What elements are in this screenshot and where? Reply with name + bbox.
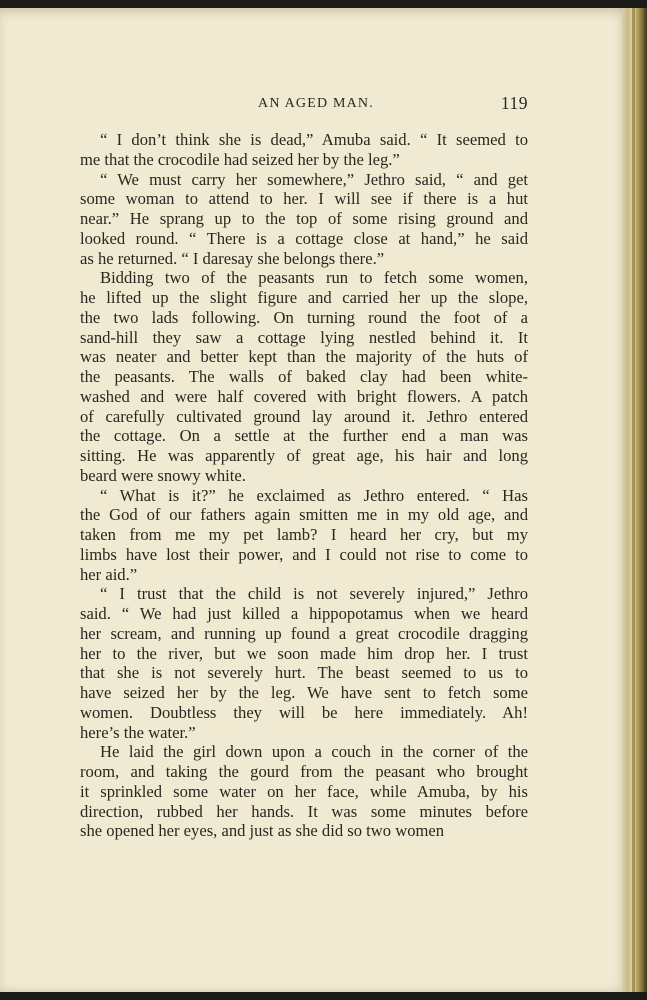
text-line: beard were snowy white.: [80, 465, 246, 485]
paragraph: [80, 742, 528, 841]
page-stack-edge: [632, 8, 635, 992]
paragraph: [80, 268, 528, 485]
paragraph: [80, 130, 528, 170]
text-line: “ I don’t think she is dead,” Amuba said. “ It seemed to: [100, 130, 528, 149]
text-line: as he returned. “ I daresay she belongs there.”: [80, 248, 385, 268]
text-line: the God of our fathers again smitten me in my old age, and: [80, 505, 528, 525]
text-line: me that the crocodile had seized her by the leg.”: [80, 149, 400, 169]
text-line: “ What is it?” he exclaimed as Jethro entered. “ Has: [100, 485, 528, 505]
paragraph: [80, 486, 528, 585]
body-text: [80, 130, 528, 841]
text-line: it sprinkled some water on her face, while Amuba, by his: [80, 781, 528, 801]
text-line: “ We must carry her somewhere,” Jethro said, “ and get: [100, 169, 528, 189]
text-line: He laid the girl down upon a couch in the corner of the: [100, 742, 528, 762]
text-line: taken from me my pet lamb? I heard her cry, but my: [80, 525, 528, 544]
text-line: her aid.”: [80, 564, 138, 584]
text-line: looked round. “ There is a cottage close at hand,” he said: [80, 228, 528, 248]
text-line: sitting. He was apparently of great age, his hair and long: [80, 446, 528, 465]
paragraph: [80, 584, 528, 742]
text-line: Bidding two of the peasants run to fetch some women,: [100, 268, 528, 288]
text-line: the two lads following. On turning round the foot of a: [80, 307, 528, 327]
text-line: direction, rubbed her hands. It was some minutes before: [80, 801, 528, 821]
text-line: he lifted up the slight figure and carried her up the slope,: [80, 288, 528, 307]
paragraph: [80, 170, 528, 269]
text-line: her scream, and running up found a great crocodile dragging: [80, 623, 528, 643]
text-line: of carefully cultivated ground lay around it. Jethro entered: [80, 406, 528, 426]
text-line: limbs have lost their power, and I could not rise to come to: [80, 544, 528, 564]
text-line: said. “ We had just killed a hippopotamus when we heard: [80, 604, 528, 623]
text-line: the cottage. On a settle at the further end a man was: [80, 426, 528, 446]
text-line: have seized her by the leg. We have sent to fetch some: [80, 683, 528, 702]
text-line: that she is not severely hurt. The beast seemed to us to: [80, 663, 528, 683]
text-line: near.” He sprang up to the top of some rising ground and: [80, 209, 528, 228]
page-header: [80, 93, 528, 117]
text-line: her to the river, but we soon made him drop her. I trust: [80, 643, 528, 663]
text-line: here’s the water.”: [80, 722, 196, 742]
text-line: was neater and better kept than the majority of the huts of: [80, 347, 528, 367]
text-line: “ I trust that the child is not severely injured,” Jethro: [100, 584, 528, 604]
page-number: 119: [500, 93, 528, 113]
text-line: washed and were half covered with bright flowers. A patch: [80, 386, 528, 406]
text-line: sand-hill they saw a cottage lying nestled behind it. It: [80, 327, 528, 347]
text-line: room, and taking the gourd from the peasant who brought: [80, 762, 528, 781]
running-head: AN AGED MAN.: [258, 96, 374, 111]
text-line: women. Doubtless they will be here immediately. Ah!: [80, 702, 528, 722]
text-line: she opened her eyes, and just as she did so two women: [80, 821, 445, 841]
text-line: some woman to attend to her. I will see if there is a hut: [80, 189, 528, 209]
text-line: the peasants. The walls of baked clay had been white-: [80, 367, 528, 386]
